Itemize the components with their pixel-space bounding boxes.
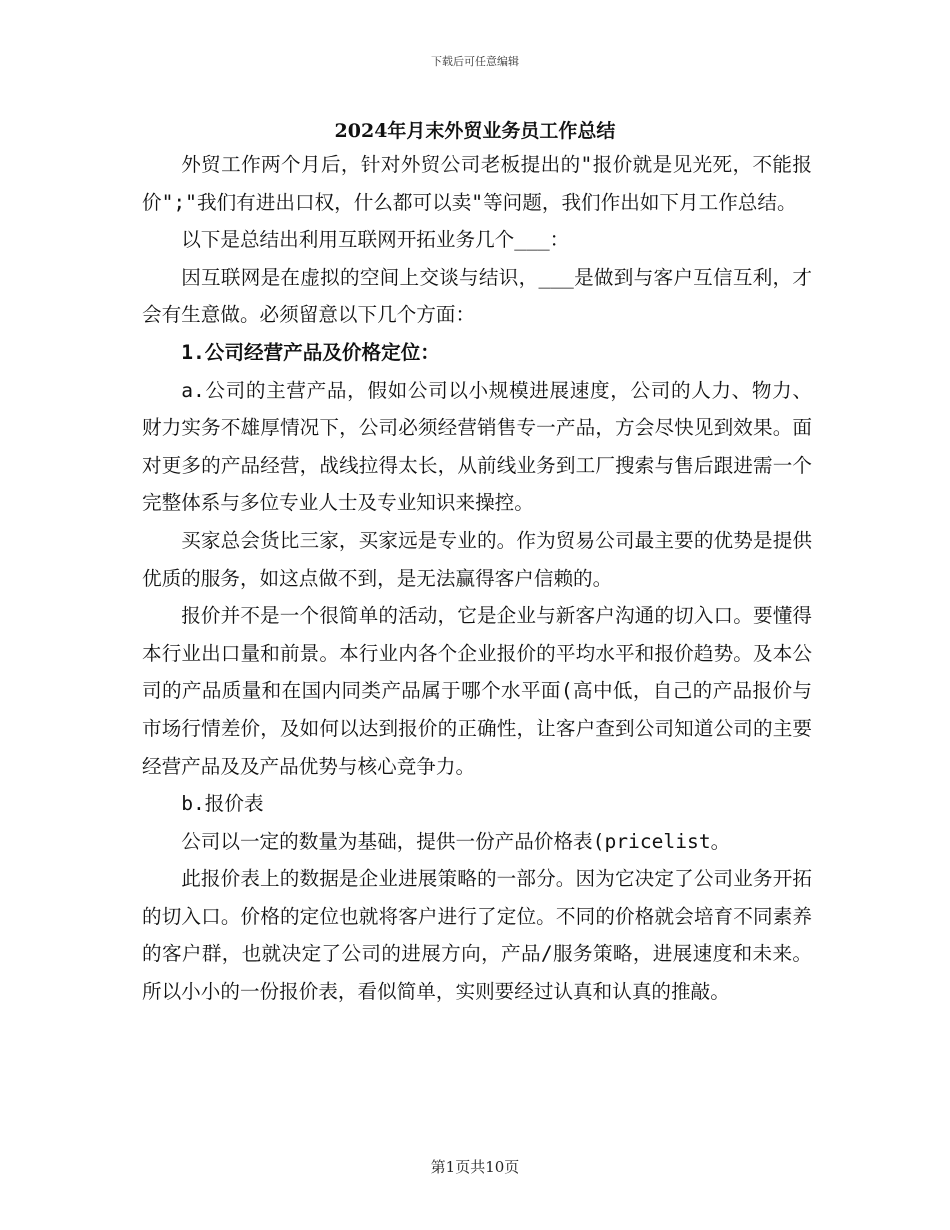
document-title: 2024年月末外贸业务员工作总结: [334, 120, 616, 142]
paragraph: 外贸工作两个月后，针对外贸公司老板提出的"报价就是见光死，不能报价";"我们有进出口权，什么都可以卖"等问题，我们作出如下月工作总结。: [142, 153, 812, 214]
paragraph: 因互联网是在虚拟的空间上交谈与结识，___是做到与客户互信互利，才会有生意做。必须留意以下几个方面：: [142, 265, 812, 327]
page-header: 下载后可任意编辑: [431, 55, 519, 68]
page-footer: 第1页共10页: [430, 1158, 520, 1176]
paragraph: 此报价表上的数据是企业进展策略的一部分。因为它决定了公司业务开拓的切入口。价格的定位也就将客户进行了定位。不同的价格就会培育不同素养的客户群，也就决定了公司的进展方向，产品/服务策略，进展速度和未来。所以小小的一份报价表，看似简单，实则要经过认真和认真的推敲。: [142, 867, 812, 1004]
paragraph: 公司以一定的数量为基础，提供一份产品价格表(pricelist。: [181, 829, 731, 853]
paragraph: 买家总会货比三家，买家远是专业的。作为贸易公司最主要的优势是提供优质的服务，如这点做不到，是无法赢得客户信赖的。: [142, 528, 812, 590]
document-body: [142, 146, 812, 1011]
section-heading: 1.公司经营产品及价格定位：: [181, 340, 440, 364]
paragraph: a.公司的主营产品，假如公司以小规模进展速度，公司的人力、物力、财力实务不雄厚情况下，公司必须经营销售专一产品，方会尽快见到效果。面对更多的产品经营，战线拉得太长，从前线业务到工厂搜索与售后跟进需一个完整体系与多位专业人士及专业知识来操控。: [142, 378, 812, 515]
paragraph: b.报价表: [181, 792, 264, 816]
paragraph: 以下是总结出利用互联网开拓业务几个___：: [181, 228, 570, 252]
paragraph: 报价并不是一个很简单的活动，它是企业与新客户沟通的切入口。要懂得本行业出口量和前景。本行业内各个企业报价的平均水平和报价趋势。及本公司的产品质量和在国内同类产品属于哪个水平面(高中低，自己的产品报价与市场行情差价，及如何以达到报价的正确性，让客户查到公司知道公司的主要经营产品及及产品优势与核心竞争力。: [142, 604, 812, 778]
